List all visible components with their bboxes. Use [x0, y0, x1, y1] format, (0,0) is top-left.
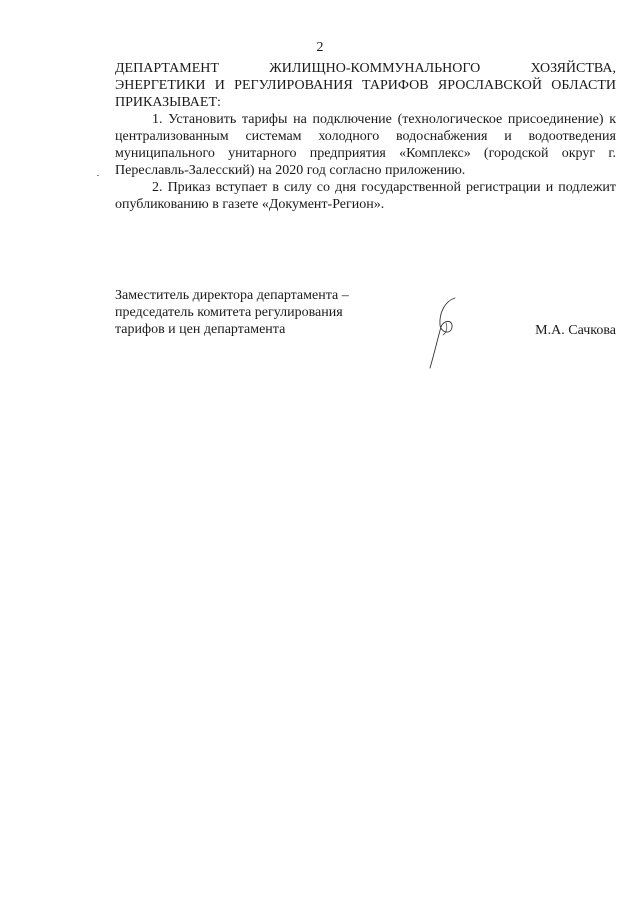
- signer-position-line: тарифов и цен департамента: [115, 322, 286, 337]
- signer-position: [115, 287, 405, 338]
- order-item-1: 1. Установить тарифы на подключение (технологическое присоединение) к централизованным системам холодного водоснабжения и водоотведения муниципального унитарного предприятия «Комплекс» (городской округ г. Переславль-Залесский) на 2020 год согласно приложению.: [115, 112, 616, 178]
- order-item-2: 2. Приказ вступает в силу со дня государственной регистрации и подлежит опубликованию в газете «Документ-Регион».: [115, 180, 616, 212]
- signer-position-line: Заместитель директора департамента –: [115, 288, 349, 303]
- document-body: [115, 60, 616, 213]
- signer-position-line: председатель комитета регулирования: [115, 305, 343, 320]
- handwritten-signature: [425, 293, 465, 373]
- order-heading: ДЕПАРТАМЕНТ ЖИЛИЩНО-КОММУНАЛЬНОГО ХОЗЯЙСТВА, ЭНЕРГЕТИКИ И РЕГУЛИРОВАНИЯ ТАРИФОВ ЯРОСЛАВСКОЙ ОБЛАСТИ ПРИКАЗЫВАЕТ:: [115, 61, 616, 110]
- signer-name: М.А. Сачкова: [535, 323, 616, 338]
- signature-block: [115, 287, 616, 377]
- page-number: 2: [316, 40, 324, 55]
- scan-speck: [97, 175, 99, 176]
